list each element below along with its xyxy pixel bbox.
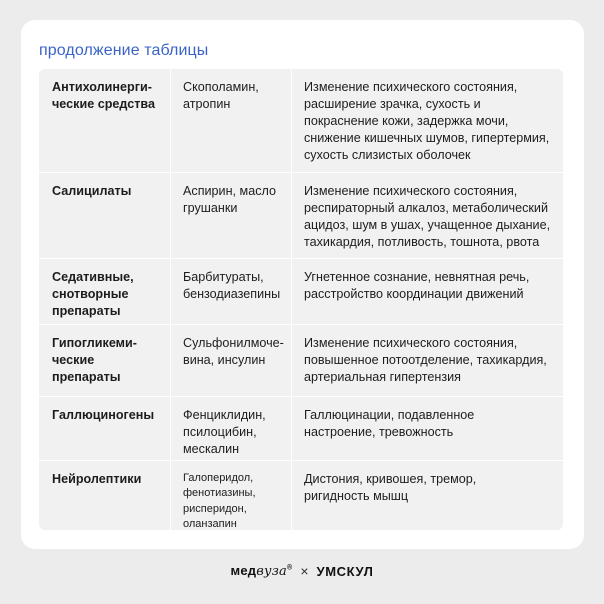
content-card: [21, 20, 584, 549]
symptoms-cell: Галлюцинации, подавленное настроение, тревожность: [304, 408, 475, 439]
meduza-logo: [231, 563, 293, 579]
symptoms-cell: Изменение психического состояния, повышенное потоотделение, тахикардия, артериальная гипертензия: [304, 336, 547, 384]
table-row: [39, 259, 563, 324]
logo-text: мед: [230, 563, 257, 578]
symptoms-cell: Дистония, кривошея, тремор, ригидность мышц: [304, 472, 477, 503]
examples-cell: Барбитураты, бензодиазепины: [183, 270, 281, 301]
substance-cell: Гипогликеми- ческие препараты: [52, 336, 137, 384]
substance-cell: Нейролептики: [52, 472, 142, 486]
substance-cell: Антихолинерги- ческие средства: [52, 80, 155, 111]
symptoms-cell: Изменение психического состояния, респираторный алкалоз, метаболический ацидоз, шум в ушах, учащенное дыхание, тахикардия, потливость, тошнота, рвота: [304, 184, 551, 249]
table-row: [39, 69, 563, 172]
table-row: [39, 325, 563, 396]
table-row: [39, 461, 563, 530]
examples-cell: Скополамин, атропин: [183, 80, 259, 111]
examples-cell: Фенциклидин, псилоцибин, мескалин: [183, 408, 266, 456]
page-title: продолжение таблицы: [39, 42, 209, 59]
examples-cell: Сульфонилмоче- вина, инсулин: [183, 336, 284, 367]
table-row: [39, 397, 563, 460]
times-icon: ×: [300, 563, 309, 579]
registered-mark: ®: [287, 564, 293, 572]
substance-cell: Салицилаты: [52, 184, 132, 198]
substance-cell: Галлюциногены: [52, 408, 155, 422]
examples-cell: Галоперидол, фенотиазины, рисперидон, оланзапин: [183, 472, 256, 531]
examples-cell: Аспирин, масло грушанки: [183, 184, 276, 215]
substance-cell: Седативные, снотворные препараты: [52, 270, 134, 318]
toxicology-table: [39, 69, 563, 530]
footer-brands: [0, 559, 604, 583]
logo-text-italic: вуза: [256, 564, 287, 579]
symptoms-cell: Угнетенное сознание, невнятная речь, расстройство координации движений: [304, 270, 530, 301]
umskul-logo: УМСКУЛ: [316, 563, 374, 579]
symptoms-cell: Изменение психического состояния, расширение зрачка, сухость и покраснение кожи, задержка мочи, снижение кишечных шумов, гипертермия, сухость слизистых оболочек: [304, 80, 550, 162]
table-row: [39, 173, 563, 258]
